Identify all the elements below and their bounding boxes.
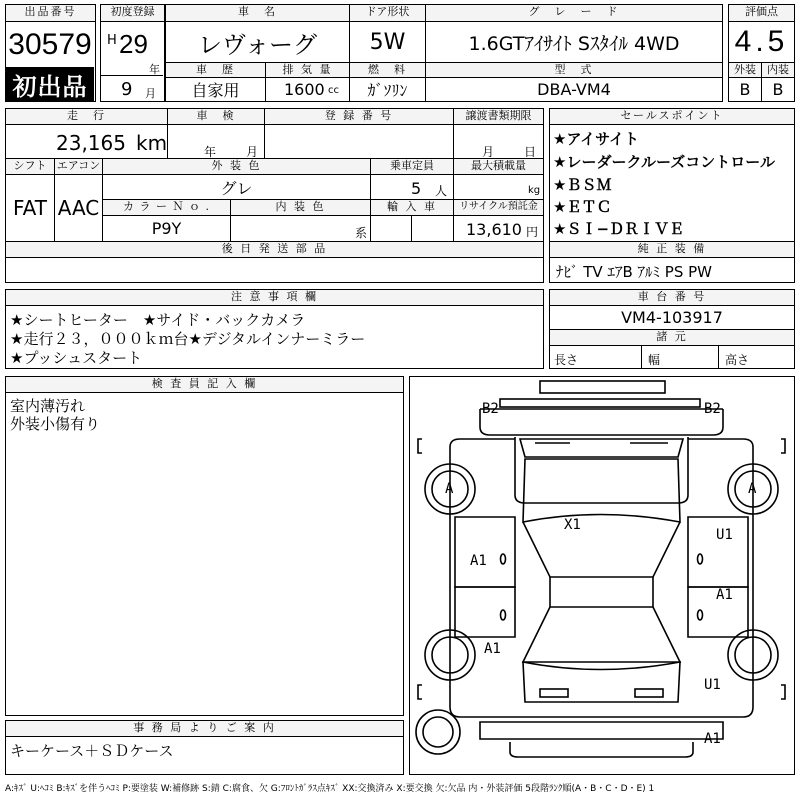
reg-month-unit: 月: [145, 87, 156, 100]
interior-color-cell: [230, 215, 371, 242]
inspector-line-2: 外装小傷有り: [10, 415, 101, 433]
transfer-day-unit: 日: [524, 145, 537, 159]
legend: A:ｷｽﾞ U:ﾍｺﾐ B:ｷｽﾞを伴うﾍｺﾐ P:要塗装 W:補修跡 S:錆 C:腐食、欠 G:ﾌﾛﾝﾄｶﾞﾗｽ点ｷｽﾞ XX:交換済み X:要交換 欠:欠品 内・外装評価 5段階ﾗﾝｸ順(A・B・C・D・E) 1: [5, 784, 655, 794]
length-label: 長さ: [554, 353, 579, 367]
air-conditioner: AAC: [54, 174, 103, 242]
mileage-cell: [5, 124, 168, 159]
sales-point-4: ★ＥＴＣ: [553, 198, 612, 216]
recycle-deposit-label: リサイクル預託金: [453, 199, 544, 216]
length-cell: [549, 345, 642, 369]
sales-point-5: ★ＳＩ−ＤＲＩＶＥ: [553, 220, 685, 238]
mark-u1-right-upper: U1: [716, 527, 733, 543]
inspector-label: 検 査 員 記 入 欄: [5, 376, 404, 393]
equipment-items: ﾅﾋﾞ TV ｴｱB ｱﾙﾐ PS PW: [556, 263, 712, 281]
note-line-2: ★走行２３，０００ｋｍ台★デジタルインナーミラー: [10, 330, 366, 348]
mileage: 23,165: [56, 131, 126, 155]
inspection-label: 車 検: [167, 108, 265, 125]
capacity-cell: [370, 174, 454, 200]
inspection-month-unit: 月: [246, 145, 259, 159]
height-cell: [718, 345, 795, 369]
lot-number: 30579: [8, 28, 92, 61]
interior-color-label: 内 装 色: [230, 199, 371, 216]
lot-number-label: 出品番号: [5, 4, 96, 22]
recycle-deposit: 13,610: [466, 220, 522, 239]
recycle-deposit-unit: 円: [526, 225, 539, 239]
mark-x1-roof: X1: [564, 517, 581, 533]
car-outline-diagram: [410, 377, 793, 773]
history-label: 車 歴: [165, 62, 266, 78]
specs-dims-label: 諸 元: [549, 329, 795, 346]
color-number-label: カ ラ ー Ｎ ｏ .: [102, 199, 231, 216]
width-cell: [641, 345, 719, 369]
exterior-color: グレ: [102, 174, 371, 200]
mileage-label: 走 行: [5, 108, 168, 125]
chassis-number: VM4-103917: [549, 305, 795, 330]
width-label: 幅: [648, 353, 661, 367]
interior-grade-label: 内装: [761, 62, 795, 78]
ac-label: エアコン: [54, 158, 103, 175]
model-code: DBA-VM4: [425, 77, 723, 102]
plate-label: 登 録 番 号: [264, 108, 454, 125]
interior-color-unit: 系: [355, 226, 368, 240]
first-registration-block: [100, 4, 165, 102]
displacement: 1600: [284, 80, 325, 99]
inspection-cell: [167, 124, 265, 159]
mark-a1-left-upper: A1: [470, 553, 487, 569]
equipment-label: 純 正 装 備: [549, 241, 795, 258]
height-label: 高さ: [725, 353, 750, 367]
first-registration-label: 初度登録: [100, 4, 165, 22]
reg-year: 29: [119, 29, 148, 59]
max-load-unit: kg: [528, 185, 541, 196]
car-name: レヴォーグ: [165, 21, 350, 63]
reg-year-unit: 年: [149, 63, 160, 76]
mark-b2-left: B2: [482, 401, 499, 417]
displacement-unit: cc: [328, 85, 339, 96]
history: 自家用: [165, 77, 266, 102]
inspection-year-unit: 年: [204, 145, 217, 159]
exterior-color-label: 外 装 色: [102, 158, 371, 175]
first-listing-badge: 初出品: [6, 67, 94, 101]
plate-number: [264, 124, 454, 159]
shift-label: シフト: [5, 158, 55, 175]
sales-points-label: セールスポイント: [549, 108, 795, 125]
score: 4.5: [728, 21, 795, 63]
displacement-cell: [265, 77, 350, 102]
transfer-deadline-cell: [453, 124, 544, 159]
notes-label: 注 意 事 項 欄: [5, 289, 544, 306]
damage-diagram: [409, 376, 795, 775]
exterior-grade: B: [728, 77, 762, 102]
sales-point-3: ★ＢＳＭ: [553, 176, 612, 194]
mark-a1-left-lower: A1: [484, 641, 501, 657]
door-type: 5W: [349, 21, 426, 63]
inspector-line-1: 室内薄汚れ: [10, 397, 86, 415]
mark-a1-right-mid: A1: [716, 587, 733, 603]
recycle-deposit-cell: [453, 215, 544, 242]
mark-b2-right: B2: [704, 401, 721, 417]
grade-label: グ レ ー ド: [425, 4, 723, 22]
fuel: ｶﾞｿﾘﾝ: [349, 77, 426, 102]
later-parts-label: 後 日 発 送 部 品: [5, 241, 544, 258]
office-text: キーケース＋ＳＤケース: [10, 742, 174, 760]
sales-point-1: ★アイサイト: [553, 130, 640, 148]
mark-a-left-wheel: A: [445, 481, 454, 497]
door-type-label: ドア形状: [349, 4, 426, 22]
mark-a1-bottom: A1: [704, 731, 721, 747]
capacity: 5: [411, 179, 422, 198]
import-value-2: [411, 215, 454, 242]
equipment-cell: [549, 257, 795, 283]
fuel-label: 燃 料: [349, 62, 426, 78]
reg-month: 9: [121, 79, 133, 100]
lot-number-block: [5, 4, 96, 102]
sales-point-2: ★レーダークルーズコントロール: [553, 153, 775, 171]
note-line-1: ★シートヒーター ★サイド・バックカメラ: [10, 311, 306, 329]
interior-grade: B: [761, 77, 795, 102]
capacity-label: 乗車定員: [370, 158, 454, 175]
displacement-label: 排 気 量: [265, 62, 350, 78]
import-label: 輸 入 車: [370, 199, 454, 216]
exterior-grade-label: 外装: [728, 62, 762, 78]
grade: 1.6GTｱｲｻｲﾄ Sｽﾀｲﾙ 4WD: [425, 21, 723, 63]
office-label: 事 務 局 よ り ご 案 内: [5, 720, 404, 737]
shift: FAT: [5, 174, 55, 242]
mark-u1-right-lower: U1: [704, 677, 721, 693]
era-prefix: H: [107, 33, 117, 48]
car-name-label: 車 名: [165, 4, 350, 22]
color-number: P9Y: [102, 215, 231, 242]
note-line-3: ★プッシュスタート: [10, 349, 143, 367]
capacity-unit: 人: [435, 184, 448, 198]
max-load-cell: [453, 174, 544, 200]
later-parts-value: [5, 257, 544, 283]
score-label: 評価点: [728, 4, 795, 22]
mark-a-right-wheel: A: [748, 481, 757, 497]
transfer-deadline-label: 譲渡書類期限: [453, 108, 544, 125]
transfer-month-unit: 月: [482, 145, 495, 159]
model-label: 型 式: [425, 62, 723, 78]
mileage-unit: km: [136, 131, 168, 155]
import-value: [370, 215, 412, 242]
chassis-number-label: 車 台 番 号: [549, 289, 795, 306]
max-load-label: 最大積載量: [453, 158, 544, 175]
